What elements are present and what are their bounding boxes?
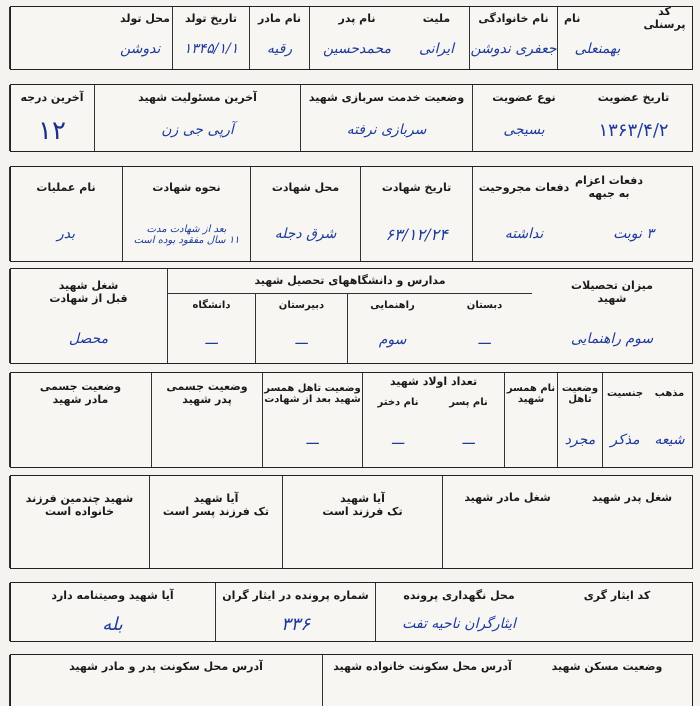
value-file-location: ایثارگران ناحیه تفت — [402, 616, 516, 633]
section-personal-info — [10, 6, 693, 70]
header-deployments: دفعات اعزام به جبهه — [575, 174, 644, 200]
cell-daughters — [362, 391, 433, 467]
header-father-name: نام پدر — [338, 11, 376, 25]
cell-daneshgah — [167, 293, 255, 363]
cell-spouse-marital-after — [262, 373, 362, 467]
cell-sons — [433, 391, 504, 467]
cell-martyrdom-date — [360, 167, 472, 261]
value-sons: ـــ — [462, 432, 475, 449]
value-last-responsibility: آرپی جی زن — [161, 122, 234, 139]
cell-dabestan — [437, 293, 532, 363]
header-last-responsibility: آخرین مسئولیت شهید — [138, 90, 257, 104]
cell-only-son — [149, 476, 282, 568]
cell-last-name — [469, 7, 557, 69]
value-last-rank: ۱۲ — [38, 115, 66, 146]
header-family-address: آدرس محل سکونت خانواده شهید — [333, 659, 512, 673]
cell-education-level — [532, 269, 692, 363]
header-file-number: شماره پرونده در ایثار گران — [222, 588, 369, 602]
cell-operation-name — [9, 167, 122, 261]
value-birth-place: ندوشن — [120, 41, 161, 58]
header-marital: وضعیت تاهل — [561, 382, 599, 405]
header-mother-job: شغل مادر شهید — [464, 490, 551, 504]
cell-injuries — [472, 167, 575, 261]
header-membership-type: نوع عضویت — [492, 90, 556, 104]
cell-parents-address — [9, 655, 322, 706]
cell-dabirestan — [255, 293, 347, 363]
cell-religion — [647, 373, 692, 467]
value-injuries: نداشته — [504, 226, 544, 243]
header-last-rank: آخرین درجه — [20, 90, 84, 104]
header-dabirestan: دبیرستان — [278, 300, 325, 312]
value-martyrdom-manner: بعد از شهادت مدت ۱۱ سال مفقود بوده است — [133, 224, 240, 246]
header-father-job: شغل پدر شهید — [591, 490, 673, 504]
cell-father-job — [572, 476, 692, 568]
header-military-service: وضعیت خدمت سربازی شهید — [308, 90, 465, 104]
header-housing: وضعیت مسکن شهید — [551, 659, 663, 673]
cell-martyrdom-place — [250, 167, 360, 261]
value-deployments: ۳ نوبت — [613, 226, 654, 243]
value-file-number: ۳۳۶ — [281, 614, 311, 636]
cell-membership-type — [472, 85, 575, 151]
header-martyrdom-date: تاریخ شهادت — [381, 180, 452, 194]
header-parents-address: آدرس محل سکونت پدر و مادر شهید — [69, 659, 263, 673]
cell-job-before — [9, 269, 167, 363]
cell-housing — [522, 655, 692, 706]
cell-first-name — [557, 7, 637, 69]
cell-file-location — [375, 583, 542, 641]
value-nationality: ایرانی — [419, 41, 454, 58]
value-mother-health — [10, 415, 151, 467]
header-martyrdom-manner: نحوه شهادت — [152, 180, 221, 194]
header-gender: جنسیت — [606, 388, 644, 400]
value-rahnamaei: سوم — [378, 332, 407, 349]
value-marital: مجرد — [564, 432, 596, 449]
header-rahnamaei: راهنمایی — [370, 300, 415, 312]
cell-mother-health — [9, 373, 151, 467]
section-parents — [10, 475, 693, 569]
cell-child-order — [9, 476, 149, 568]
cell-personnel-code — [637, 7, 692, 69]
header-mother-name: نام مادر — [257, 11, 302, 25]
cell-mother-job — [442, 476, 572, 568]
header-education-level: میزان تحصیلات شهید — [571, 279, 653, 305]
cell-children — [362, 373, 504, 467]
value-veteran-code — [542, 609, 692, 641]
header-veteran-code: کد ایثار گری — [583, 588, 651, 602]
value-father-name: محمدحسین — [323, 41, 392, 58]
header-father-health: وضعیت جسمی پدر شهید — [166, 380, 248, 406]
header-birth-place: محل تولد — [120, 11, 170, 25]
value-birth-date: ۱۳۴۵/۱/۱ — [183, 41, 239, 58]
value-military-service: سربازی نرفته — [346, 122, 427, 139]
header-children: تعداد اولاد شهید — [389, 374, 478, 388]
cell-birth-place — [9, 7, 172, 69]
value-father-health — [152, 415, 262, 467]
header-dabestan: دبستان — [466, 300, 503, 312]
value-operation-name: بدر — [57, 226, 76, 243]
value-religion: شیعه — [654, 432, 685, 449]
cell-will — [9, 583, 215, 641]
value-gender: مذکر — [610, 432, 640, 449]
header-only-child: آیا شهید تک فرزند است — [322, 492, 403, 518]
value-spouse-marital-after: ـــ — [306, 432, 319, 449]
header-daughters: نام دختر — [377, 397, 419, 409]
header-last-name: نام خانوادگی — [478, 11, 549, 25]
cell-only-child — [282, 476, 442, 568]
cell-father-health — [151, 373, 262, 467]
value-martyrdom-place: شرق دجله — [274, 226, 337, 243]
section-residence — [10, 654, 693, 706]
value-will: بله — [102, 614, 123, 636]
header-schools: مدارس و دانشگاههای تحصیل شهید — [254, 273, 446, 287]
value-daneshgah: ـــ — [205, 332, 218, 349]
cell-veteran-code — [542, 583, 692, 641]
section-education — [10, 268, 693, 364]
section-martyrdom — [10, 166, 693, 262]
cell-gender — [602, 373, 647, 467]
header-mother-health: وضعیت جسمی مادر شهید — [39, 380, 122, 406]
cell-spouse-name — [504, 373, 557, 467]
value-education-level: سوم راهنمایی — [570, 331, 654, 348]
header-membership-date: تاریخ عضویت — [597, 90, 670, 104]
header-martyrdom-place: محل شهادت — [271, 180, 340, 194]
value-daughters: ـــ — [391, 432, 405, 449]
cell-father-name — [309, 7, 404, 69]
value-personnel-code — [637, 31, 692, 69]
cell-marital — [557, 373, 602, 467]
cell-martyrdom-manner — [122, 167, 250, 261]
header-spouse-name: نام همسر شهید — [506, 382, 556, 405]
header-injuries: دفعات مجروحیت — [478, 180, 570, 194]
header-will: آیا شهید وصیتنامه دارد — [51, 588, 174, 602]
header-sons: نام پسر — [449, 397, 488, 409]
value-mother-name: رقیه — [266, 41, 293, 58]
value-dabirestan: ـــ — [295, 332, 308, 349]
cell-family-address — [322, 655, 522, 706]
cell-membership-date — [575, 85, 692, 151]
cell-nationality — [404, 7, 469, 69]
header-only-son: آیا شهید تک فرزند پسر است — [162, 492, 270, 518]
header-religion: مذهب — [654, 388, 685, 400]
header-operation-name: نام عملیات — [36, 180, 96, 194]
value-membership-date: ۱۳۶۳/۴/۲ — [598, 120, 669, 142]
cell-birth-date — [172, 7, 249, 69]
value-last-name: جعفری ندوشن — [470, 41, 557, 58]
cell-last-responsibility — [94, 85, 300, 151]
value-martyrdom-date: ۶۳/۱۲/۲۴ — [385, 225, 448, 245]
cell-military-service — [300, 85, 472, 151]
cell-file-number — [215, 583, 375, 641]
cell-schools — [167, 269, 532, 363]
value-dabestan: ـــ — [478, 332, 491, 349]
value-membership-type: بسیجی — [503, 122, 545, 139]
header-job-before: شغل شهید قبل از شهادت — [49, 279, 128, 305]
value-spouse-name — [505, 415, 557, 467]
value-job-before: محصل — [68, 331, 109, 348]
header-daneshgah: دانشگاه — [192, 300, 231, 312]
header-child-order: شهید چندمین فرزند خانواده است — [25, 492, 134, 518]
section-family-status — [10, 372, 693, 468]
section-membership — [10, 84, 693, 152]
cell-rahnamaei — [347, 293, 437, 363]
header-file-location: محل نگهداری پرونده — [403, 588, 515, 602]
section-file-info — [10, 582, 693, 642]
cell-mother-name — [249, 7, 309, 69]
header-birth-date: تاریخ تولد — [185, 11, 237, 25]
header-nationality: ملیت — [422, 11, 451, 25]
header-spouse-marital-after: وضعیت تاهل همسر شهید بعد از شهادت — [264, 382, 361, 405]
header-first-name: نام — [564, 11, 581, 25]
value-first-name: بهمنعلی — [574, 41, 621, 58]
cell-deployments — [575, 167, 692, 261]
header-personnel-code: کد پرسنلی — [643, 5, 686, 31]
cell-last-rank — [9, 85, 94, 151]
